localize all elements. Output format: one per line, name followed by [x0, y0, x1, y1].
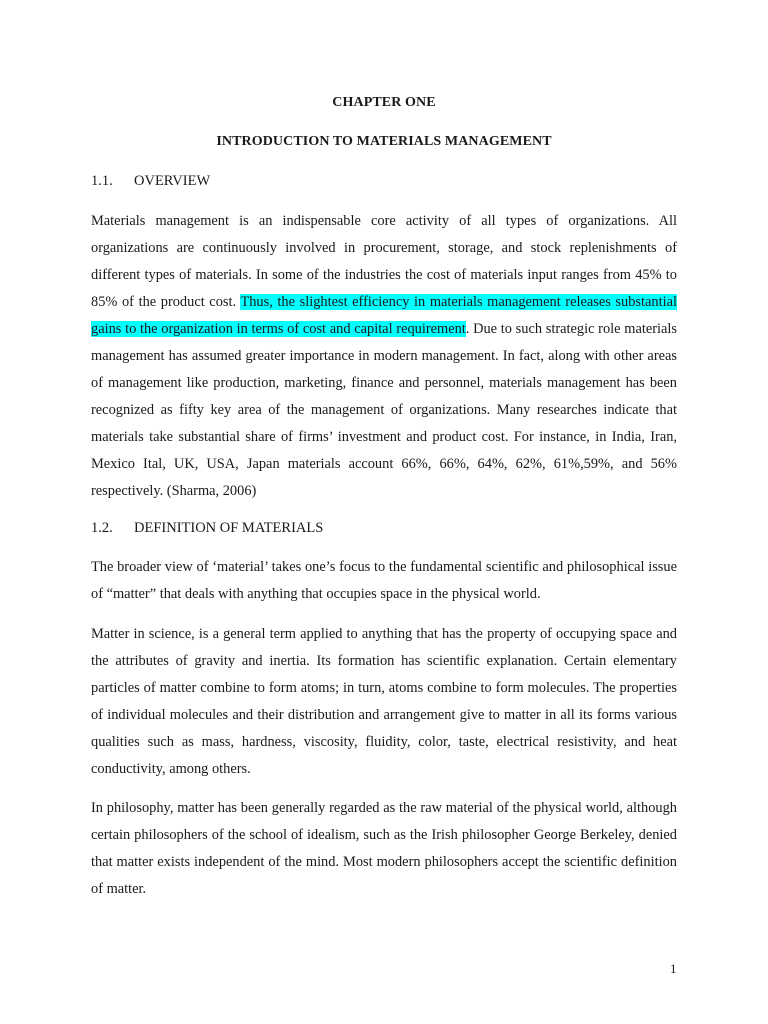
- section-heading-overview: [91, 173, 210, 190]
- section-heading-definition: [91, 520, 323, 537]
- paragraph-material-view: The broader view of ‘material’ takes one’s focus to the fundamental scientific and philosophical issue of “matter” that deals with anything that occupies space in the physical world.: [91, 559, 677, 602]
- page-number: 1: [670, 961, 677, 976]
- chapter-title: INTRODUCTION TO MATERIALS MANAGEMENT: [216, 134, 552, 149]
- highlighted-text: Thus, the slightest efficiency in materials management releases substantial gains to the organization in terms of cost and capital requirement: [91, 294, 677, 337]
- section-title: DEFINITION OF MATERIALS: [134, 520, 324, 536]
- paragraph-text: . Due to such strategic role materials management has assumed greater importance in modern management. In fact, along with other areas of management like production, marketing, finance and personnel, materials management has been recognized as fifty key area of the management of organizations. Many researches indicate that materials take substantial share of firms’ investment and product cost. For instance, in India, Iran, Mexico Ital, UK, USA, Japan materials account 66%, 66%, 64%, 62%, 61%,59%, and 56% respectively. (Sharma, 2006): [91, 321, 677, 499]
- paragraph-matter-science: Matter in science, is a general term applied to anything that has the property of occupying space and the attributes of gravity and inertia. Its formation has scientific explanation. Certain elementary particles of matter combine to form atoms; in turn, atoms combine to form molecules. The properties of individual molecules and their distribution and arrangement give to matter in all its forms various qualities such as mass, hardness, viscosity, fluidity, color, taste, electrical resistivity, and heat conductivity, among others.: [91, 626, 677, 777]
- chapter-label: CHAPTER ONE: [332, 95, 436, 110]
- paragraph-matter-philosophy: In philosophy, matter has been generally regarded as the raw material of the physical world, although certain philosophers of the school of idealism, such as the Irish philosopher George Berkeley, denied that matter exists independent of the mind. Most modern philosophers accept the scientific definition of matter.: [91, 800, 677, 897]
- paragraph-overview: [91, 208, 677, 505]
- section-number: 1.1.: [91, 173, 113, 189]
- section-number: 1.2.: [91, 520, 113, 536]
- paragraph-text: Materials management is an indispensable core activity of all types of organizations. All organizations are continuously involved in procurement, storage, and stock replenishments of different types of materials. In some of the industries the cost of materials input ranges from 45% to 85% of the product cost.: [91, 213, 677, 310]
- section-title: OVERVIEW: [134, 173, 211, 189]
